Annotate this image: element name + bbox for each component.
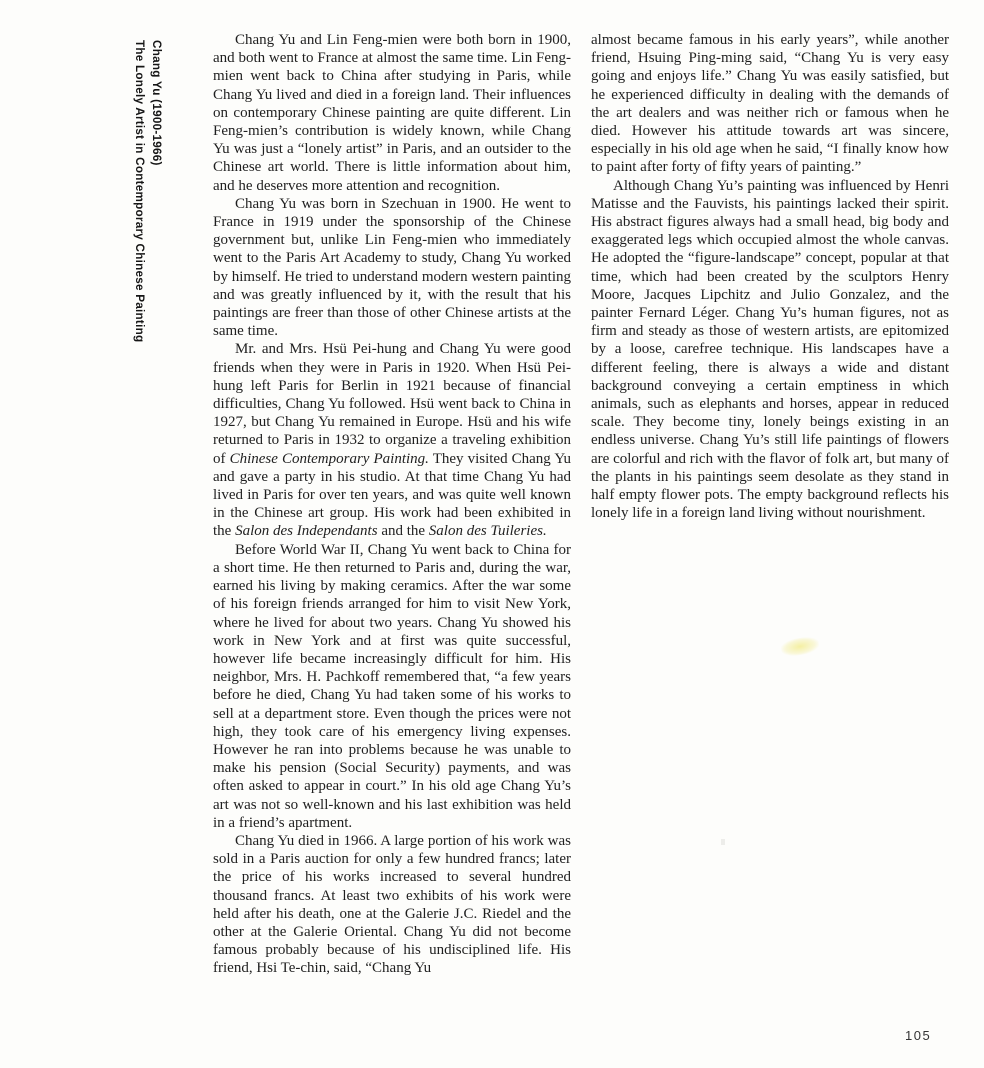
- right-column: [591, 31, 949, 522]
- paragraph: [213, 541, 571, 832]
- paragraph: [213, 31, 571, 195]
- text-segment: Chang Yu was born in Szechuan in 1900. He went to France in 1919 under the sponsorship of the Chinese government but, unlike Lin Feng-mien who immediately went to the Paris Art Academy to study, Chang Yu worked by himself. He tried to understand modern western painting and was greatly influenced by it, with the result that his paintings are freer than those of other Chinese artists at the same time.: [213, 195, 571, 340]
- italic-text-segment: Salon des Tuileries.: [428, 523, 547, 540]
- text-segment: and the: [377, 523, 429, 540]
- italic-text-segment: Chinese Contemporary Painting.: [229, 450, 429, 467]
- scan-smudge-artifact: [780, 635, 820, 658]
- page-number: 105: [905, 1028, 932, 1043]
- paragraph: [591, 31, 949, 177]
- paragraph: [213, 340, 571, 540]
- text-segment: Chang Yu and Lin Feng-mien were both born in 1900, and both went to France at almost the same time. Lin Feng-mien went back to China after studying in Paris, while Chang Yu lived and died in a foreign land. Their influences on contemporary Chinese painting are quite different. Lin Feng-mien’s contribution is widely known, while Chang Yu was just a “lonely artist” in Paris, and an outsider to the Chinese art world. There is little information about him, and he deserves more attention and recognition.: [213, 32, 571, 194]
- text-segment: Mr. and Mrs. Hsü Pei-hung and Chang Yu were good friends when they were in Paris in 1920. When Hsü Pei-hung left Paris for Berlin in 1921 because of financial difficulties, Chang Yu followed. Hsü went back to China in 1927, but Chang Yu remained in Europe. Hsü and his wife returned to Paris in 1932 to organize a traveling exhibition of: [213, 341, 571, 467]
- text-segment: Chang Yu died in 1966. A large portion of his work was sold in a Paris auction for only a few hundred francs; later the price of his works increased to several hundred thousand francs. At least two exhibits of his work were held after his death, one at the Galerie J.C. Riedel and the other at the Galerie Oriental. Chang Yu did not become famous probably because of his undisciplined life. His friend, Hsi Te-chin, said, “Chang Yu: [213, 832, 571, 977]
- paragraph: [213, 832, 571, 978]
- sidebar-title: [131, 40, 165, 440]
- scan-speck-artifact: [721, 839, 725, 845]
- chapter-subtitle: The Lonely Artist in Contemporary Chinese Painting: [133, 40, 146, 343]
- italic-text-segment: Salon des Independants: [235, 523, 378, 540]
- text-segment: Before World War II, Chang Yu went back to China for a short time. He then returned to Paris and, during the war, earned his living by making ceramics. After the war some of his foreign friends arranged for him to visit New York, where he lived for about two years. Chang Yu showed his work in New York and at first was quite successful, however life became increasingly difficult for him. His neighbor, Mrs. H. Pachkoff remembered that, “a few years before he died, Chang Yu had taken some of his works to sell at a department store. Even though the prices were not high, they took care of his emergency living expenses. However he ran into problems because he was unable to make his pension (Social Security) payments, and was often asked to appear in court.” In his old age Chang Yu’s art was not so well-known and his last exhibition was held in a friend’s apartment.: [213, 541, 571, 831]
- paragraph: [591, 177, 949, 523]
- chapter-title: Chang Yu (1900-1966): [150, 40, 163, 166]
- text-segment: Although Chang Yu’s painting was influenced by Henri Matisse and the Fauvists, his paintings lacked their spirit. His abstract figures always had a small head, big body and exaggerated legs which occupied almost the whole canvas. He adopted the “figure-landscape” concept, popular at that time, which had been created by the sculptors Henry Moore, Jacques Lipchitz and Julio Gonzalez, and the painter Fernard Léger. Chang Yu’s human figures, not as firm and steady as those of western artists, are epitomized by a loose, carefree technique. His landscapes have a different feeling, there is always a wide and distant background conveying a certain emptiness in which animals, such as elephants and horses, appear in reduced scale. They become tiny, lonely beings existing in an endless universe. Chang Yu’s still life paintings of flowers are colorful and rich with the flavor of folk art, but many of the plants in his paintings seem desolate as they stand in half empty flower pots. The empty background reflects his lonely life in a foreign land living without nourishment.: [591, 177, 949, 522]
- text-segment: almost became famous in his early years”, while another friend, Hsuing Ping-ming said, “Chang Yu is very easy going and enjoys life.” Chang Yu was easily satisfied, but he experienced difficulty in dealing with the demands of the art dealers and was neither rich or famous when he died. However his attitude towards art was sincere, especially in his old age when he said, “I finally know how to paint after forty of fifty years of painting.”: [591, 32, 949, 176]
- text-segment: They visited Chang Yu and gave a party in his studio. At that time Chang Yu had lived in Paris for over ten years, and was quite well known in the Chinese art group. His work had been exhibited in the: [213, 450, 571, 540]
- left-column: [213, 31, 571, 978]
- paragraph: [213, 195, 571, 341]
